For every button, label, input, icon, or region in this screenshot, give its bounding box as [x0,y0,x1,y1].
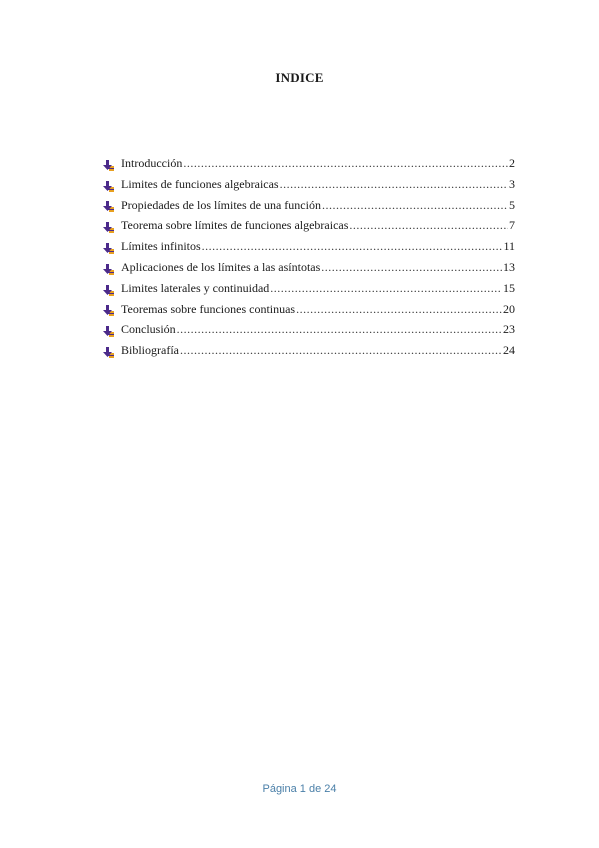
toc-entry [103,156,515,177]
toc-entry-page: 23 [503,322,515,337]
dot-leader [183,156,508,171]
dot-leader [177,322,502,337]
toc-entry-page: 13 [503,259,515,274]
toc-entry-page: 2 [509,156,515,170]
dot-leader [180,343,502,358]
arrow-down-right-icon [103,243,114,254]
toc-entry-page: 3 [509,176,515,191]
toc-entry [103,218,515,239]
toc-entry-label: Teorema sobre límites de funciones algebraicas [121,218,349,233]
toc-entry [103,260,515,281]
toc-entry-page: 15 [503,280,515,295]
toc-entry-label: Limites de funciones algebraicas [121,176,279,191]
dot-leader [202,239,503,254]
toc-entry [103,177,515,198]
dot-leader [296,302,502,317]
toc-entry [103,281,515,302]
toc-entry-page: 5 [509,197,515,212]
toc-entry [103,322,515,343]
arrow-down-right-icon [103,181,114,192]
toc-entry-page: 7 [509,218,515,233]
toc-entry-label: Propiedades de los límites de una función [121,197,321,212]
toc-entry-label: Bibliografía [121,343,179,358]
toc-entry-page: 11 [503,239,515,254]
page-title: INDICE [275,70,324,85]
toc-entry-label: Limites laterales y continuidad [121,280,270,295]
toc-entry-page: 24 [503,343,515,358]
toc-entry-label: Teoremas sobre funciones continuas [121,301,296,316]
toc-entry [103,302,515,323]
toc-entry-label: Introducción [121,156,183,170]
arrow-down-right-icon [103,305,114,316]
toc-entry-label: Conclusión [121,322,176,337]
dot-leader [270,281,502,296]
toc-entry-label: Límites infinitos [121,239,201,254]
dot-leader [321,260,502,275]
arrow-down-right-icon [103,222,114,233]
dot-leader [280,177,508,192]
dot-leader [349,218,508,233]
arrow-down-right-icon [103,347,114,358]
arrow-down-right-icon [103,326,114,337]
table-of-contents [103,156,515,364]
dot-leader [322,198,508,213]
arrow-down-right-icon [103,160,114,171]
toc-entry [103,198,515,219]
toc-entry [103,343,515,364]
page-footer: Página 1 de 24 [262,783,337,795]
toc-entry-page: 20 [503,301,515,316]
toc-entry-label: Aplicaciones de los límites a las asíntotas [121,259,321,274]
arrow-down-right-icon [103,285,114,296]
arrow-down-right-icon [103,264,114,275]
arrow-down-right-icon [103,201,114,212]
toc-entry [103,239,515,260]
